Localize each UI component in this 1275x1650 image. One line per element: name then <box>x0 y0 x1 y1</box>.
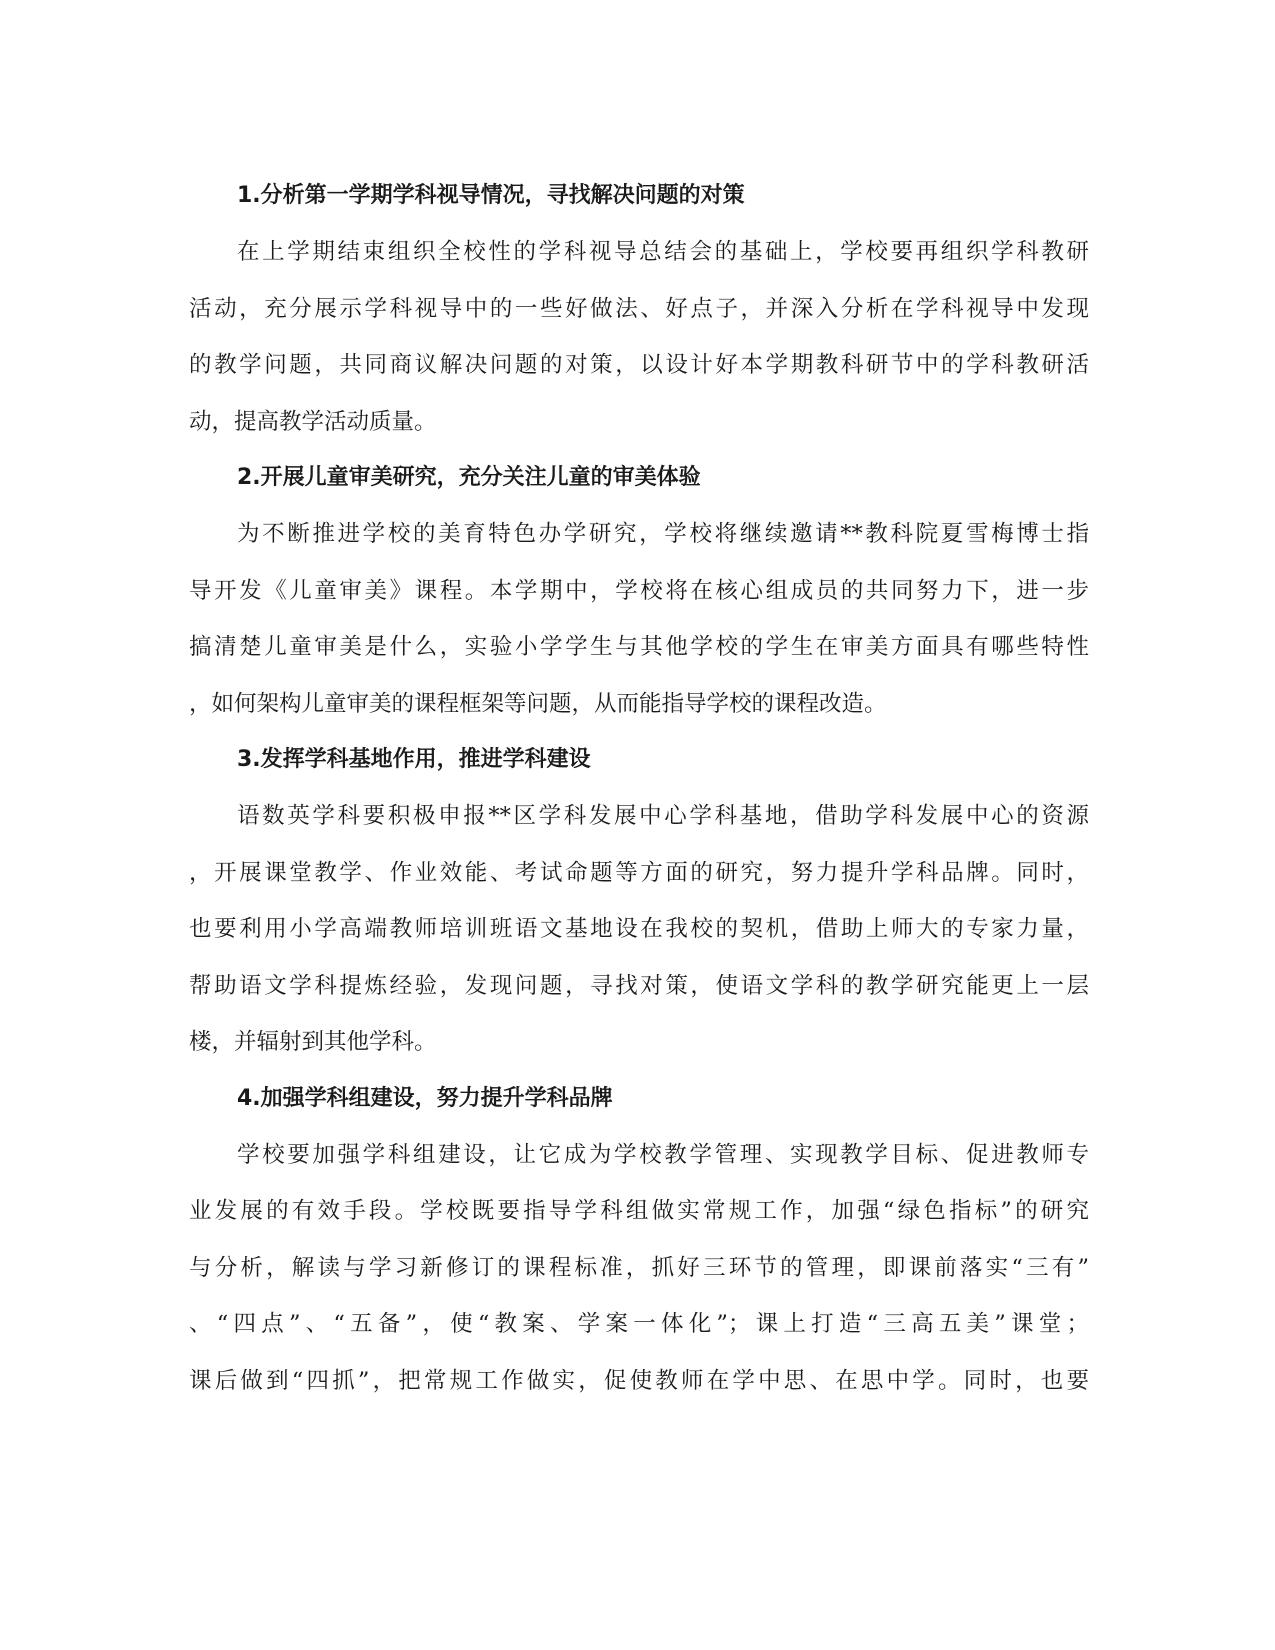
paragraph-line: 楼，并辐射到其他学科。 <box>189 1029 437 1055</box>
document-body <box>189 168 1089 1409</box>
paragraph-line: 动，提高教学活动质量。 <box>189 408 437 435</box>
paragraph-line: 的教学问题，共同商议解决问题的对策，以设计好本学期教科研节中的学科教研活 <box>189 352 1089 378</box>
paragraph-line: ，开展课堂教学、作业效能、考试命题等方面的研究，努力提升学科品牌。同时， <box>189 859 1089 886</box>
paragraph-line: 导开发《儿童审美》课程。本学期中，学校将在核心组成员的共同努力下，进一步 <box>189 577 1089 604</box>
section-paragraph-1 <box>189 224 1089 450</box>
paragraph-line: 、“四点”、“五备”，使“教案、学案一体化”；课上打造“三高五美”课堂； <box>189 1311 1089 1337</box>
section-heading-3: 3.发挥学科基地作用，推进学科建设 <box>237 747 591 772</box>
section-heading-1: 1.分析第一学期学科视导情况，寻找解决问题的对策 <box>237 183 745 208</box>
paragraph-line: 帮助语文学科提炼经验，发现问题，寻找对策，使语文学科的教学研究能更上一层 <box>189 972 1089 999</box>
section-paragraph-4 <box>189 1127 1089 1410</box>
section-paragraph-3 <box>189 788 1089 1071</box>
paragraph-line: 课后做到“四抓”，把常规工作做实，促使教师在学中思、在思中学。同时，也要 <box>189 1367 1089 1394</box>
paragraph-line: 搞清楚儿童审美是什么，实验小学学生与其他学校的学生在审美方面具有哪些特性 <box>189 634 1089 660</box>
paragraph-line: 学校要加强学科组建设，让它成为学校教学管理、实现教学目标、促进教师专 <box>237 1141 1089 1168</box>
paragraph-line: 为不断推进学校的美育特色办学研究，学校将继续邀请**教科院夏雪梅博士指 <box>237 521 1089 547</box>
paragraph-line: 在上学期结束组织全校性的学科视导总结会的基础上，学校要再组织学科教研 <box>237 239 1089 265</box>
paragraph-line: 与分析，解读与学习新修订的课程标准，抓好三环节的管理，即课前落实“三有” <box>189 1254 1089 1281</box>
section-heading-2: 2.开展儿童审美研究，充分关注儿童的审美体验 <box>237 465 701 490</box>
section-paragraph-2 <box>189 506 1089 732</box>
section-heading-4: 4.加强学科组建设，努力提升学科品牌 <box>237 1085 613 1111</box>
paragraph-line: 业发展的有效手段。学校既要指导学科组做实常规工作，加强“绿色指标”的研究 <box>189 1198 1089 1224</box>
paragraph-line: 语数英学科要积极申报**区学科发展中心学科基地，借助学科发展中心的资源 <box>237 803 1089 829</box>
paragraph-line: ，如何架构儿童审美的课程框架等问题，从而能指导学校的课程改造。 <box>189 690 887 717</box>
paragraph-line: 也要利用小学高端教师培训班语文基地设在我校的契机，借助上师大的专家力量， <box>189 916 1089 942</box>
paragraph-line: 活动，充分展示学科视导中的一些好做法、好点子，并深入分析在学科视导中发现 <box>189 295 1089 322</box>
